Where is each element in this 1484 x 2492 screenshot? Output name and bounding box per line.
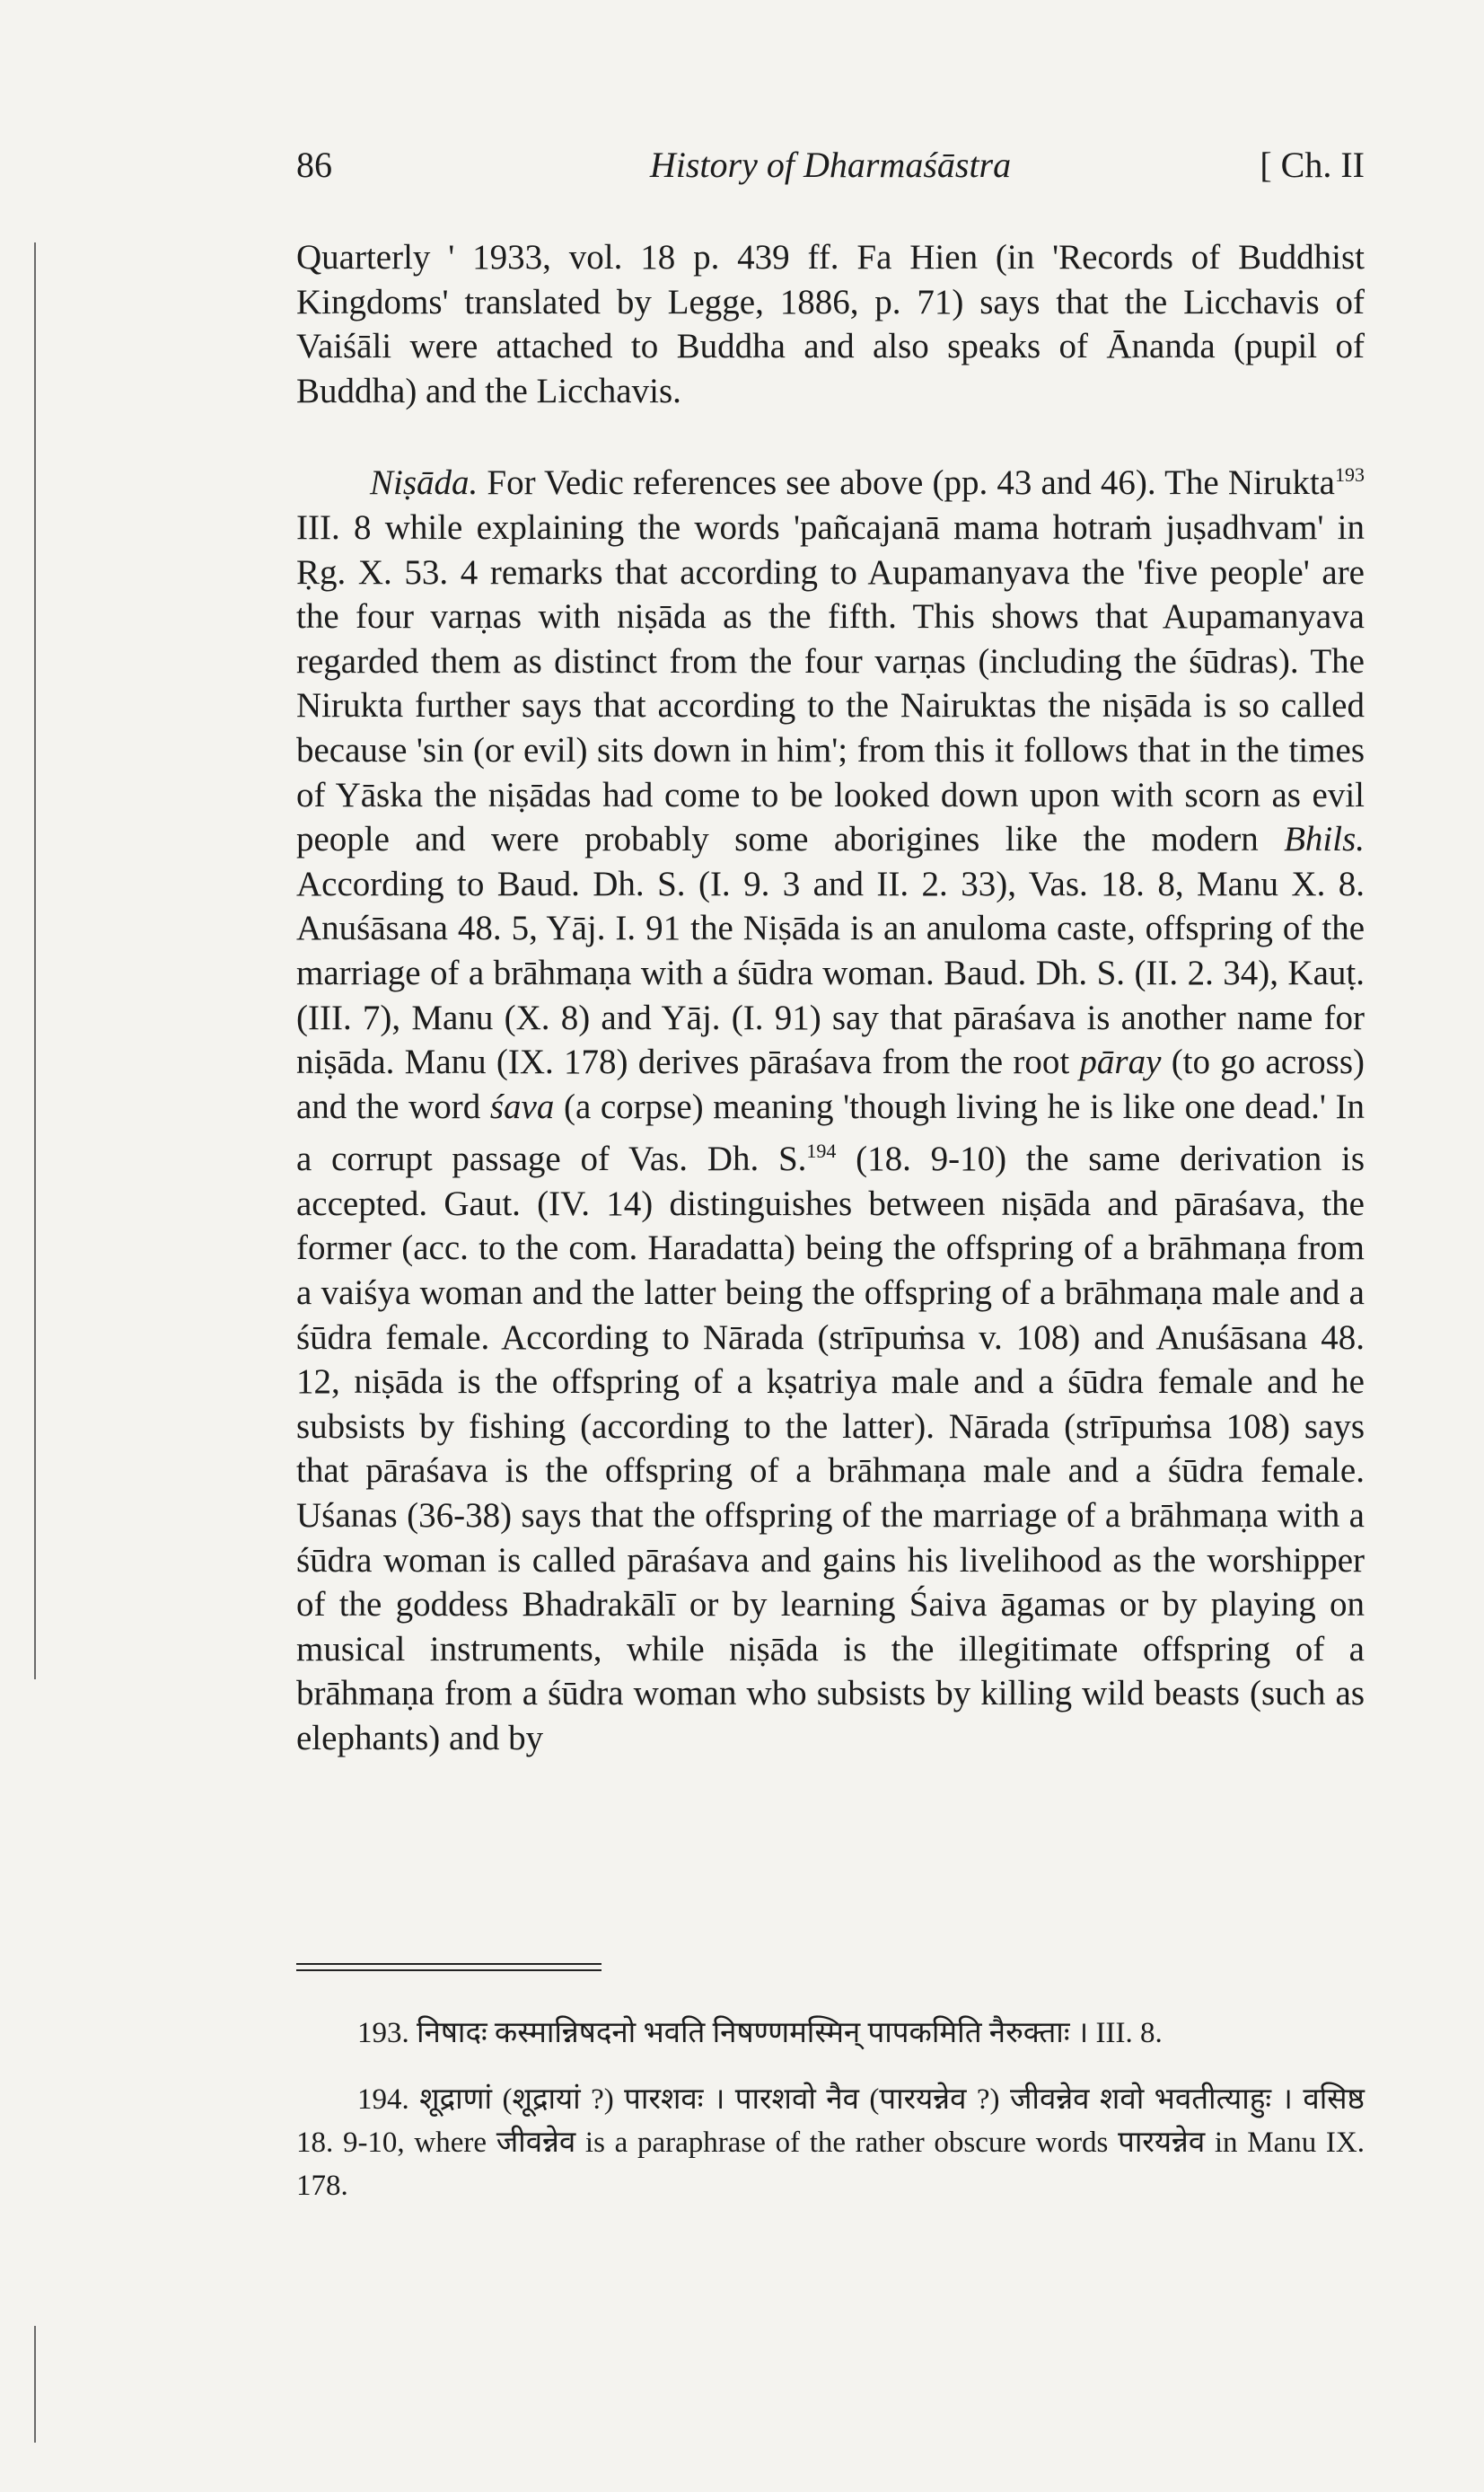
paragraph-text: (a corpse) meaning 'though living he is like one dead.' In a corrupt passage of Vas. Dh. S.	[296, 1087, 1365, 1179]
main-text	[296, 235, 1365, 1761]
scan-margin-line	[34, 2326, 36, 2443]
paragraph-text: (to go across) and the word	[296, 1043, 1365, 1126]
footnote-divider	[296, 1963, 602, 1965]
footnote-ref-193[interactable]: 193	[1335, 463, 1365, 487]
footnote-ref-194[interactable]: 194	[806, 1140, 837, 1163]
paragraph-nisada	[296, 453, 1365, 1760]
term-sava: śava	[489, 1087, 555, 1126]
paragraph-text: III. 8 while explaining the words 'pañcajanā mama hotraṁ juṣadhvam' in Ṛg. X. 53. 4 remarks that according to Aupamanyava the 'five people' are the four varṇas with niṣāda as the fifth. This shows that Aupamanyava regarded them as distinct from the four varṇas (including the śūdras). The Nirukta further says that according to the Nairuktas the niṣāda is so called because 'sin (or evil) sits down in him'; from this it follows that in the times of Yāska the niṣādas had come to be looked down upon with scorn as evil people and were probably some aborigines like the modern	[296, 507, 1365, 859]
paragraph-text: (18. 9-10) the same derivation is accepted. Gaut. (IV. 14) distinguishes between niṣāda and pāraśava, the former (acc. to the com. Haradatta) being the offspring of a brāhmaṇa from a vaiśya woman and the latter being the offspring of a brāhmaṇa male and a śūdra female. According to Nārada (strīpuṁsa v. 108) and Anuśāsana 48. 12, niṣāda is the offspring of a kṣatriya male and a śūdra female and he subsists by fishing (according to the latter). Nārada (strīpuṁsa 108) says that pāraśava is the offspring of a brāhmaṇa male and a śūdra female. Uśanas (36-38) says that the offspring of the marriage of a brāhmaṇa with a śūdra woman is called pāraśava and gains his livelihood as the worshipper of the goddess Bhadrakālī or by learning Śaiva āgamas or by playing on musical instruments, while niṣāda is the illegitimate offspring of a brāhmaṇa from a śūdra woman who subsists by killing wild beasts (such as elephants) and by	[296, 1140, 1365, 1757]
paragraph-text: According to Baud. Dh. S. (I. 9. 3 and II. 2. 33), Vas. 18. 8, Manu X. 8. Anuśāsana 48. 5, Yāj. I. 91 the Niṣāda is an anuloma caste, offspring of the marriage of a brāhmaṇa with a śūdra woman. Baud. Dh. S. (II. 2. 34), Kauṭ. (III. 7), Manu (X. 8) and Yāj. (I. 91) say that pāraśava is another name for niṣāda. Manu (IX. 178) derives pāraśava from the root	[296, 864, 1365, 1082]
paragraph-text: For Vedic references see above (pp. 43 and 46). The Nirukta	[487, 463, 1335, 503]
chapter-label: [ Ch. II	[1260, 145, 1365, 185]
term-bhils: Bhils.	[1284, 820, 1365, 859]
footnote-number: 194.	[357, 2083, 409, 2116]
paragraph-licchavis	[296, 235, 1365, 413]
section-term: Niṣāda.	[370, 463, 479, 503]
footnote-193	[296, 2012, 1365, 2055]
footnote-number: 193.	[357, 2017, 409, 2049]
footnote-divider-second	[296, 1969, 602, 1971]
scan-margin-line	[34, 242, 36, 1679]
paragraph-text: Quarterly ' 1933, vol. 18 p. 439 ff. Fa Hien (in 'Records of Buddhist Kingdoms' translated by Legge, 1886, p. 71) says that the Licchavis of Vaiśāli were attached to Buddha and also speaks of Ānanda (pupil of Buddha) and the Licchavis.	[296, 238, 1365, 410]
page-header	[296, 144, 1365, 198]
footnotes	[296, 2012, 1365, 2207]
running-title: History of Dharmaśāstra	[649, 145, 1012, 185]
term-paray: pāray	[1079, 1043, 1162, 1082]
footnote-text: शूद्राणां (शूद्रायां ?) पारशवः । पारशवो नैव (पारयन्नेव ?) जीवन्नेव शवो भवतीत्याहुः । वसिष्ठ 18. 9-10, where जीवन्नेव is a paraphrase of the rather obscure words पारयन्नेव in Manu IX. 178.	[296, 2083, 1365, 2202]
footnote-text: निषादः कस्मान्निषदनो भवति निषण्णमस्मिन् पापकमिति नैरुक्ताः । III. 8.	[417, 2017, 1163, 2049]
page-number: 86	[296, 145, 332, 185]
footnote-194	[296, 2078, 1365, 2207]
